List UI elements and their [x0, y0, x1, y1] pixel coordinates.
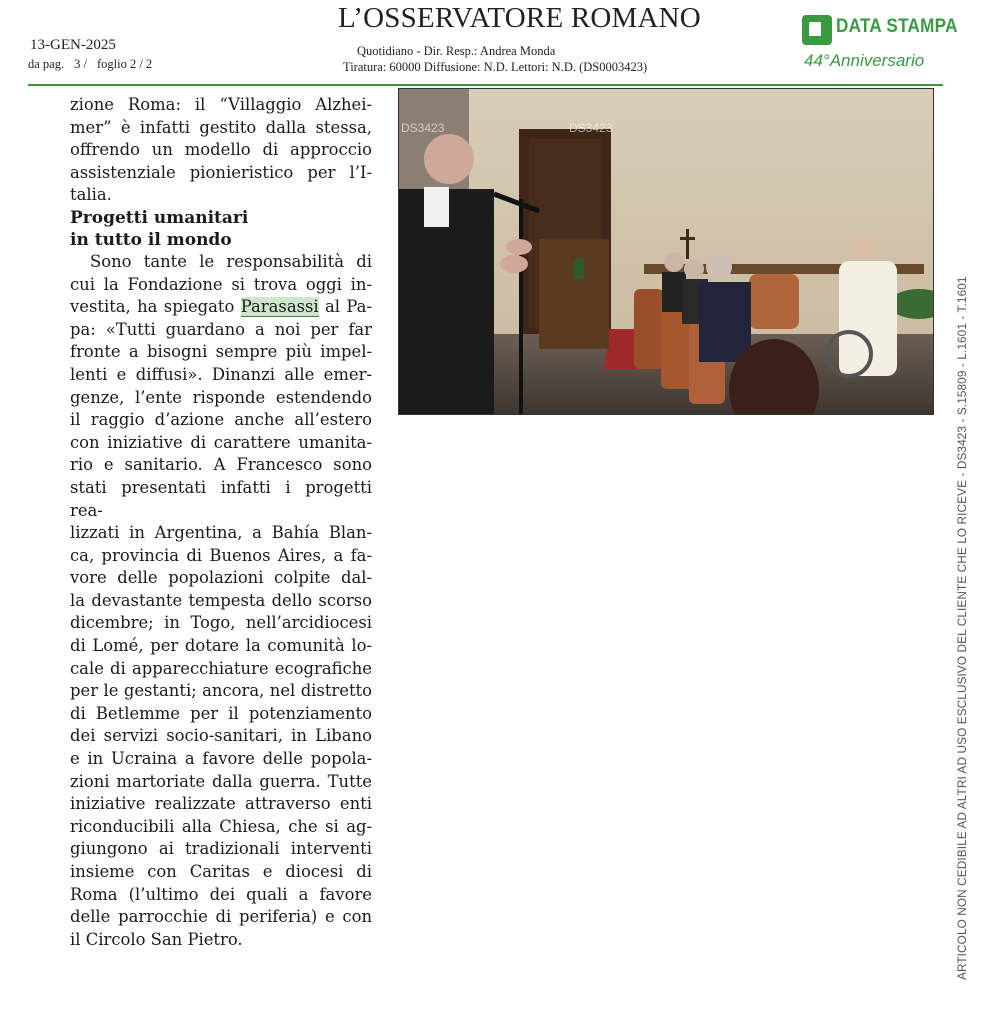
text-line: il raggio d’azione anche all’estero	[70, 410, 372, 430]
sheet-info: foglio 2 / 2	[96, 57, 153, 71]
text-line: la devastante tempesta dello scorso	[70, 590, 372, 610]
text-line: lizzati in Argentina, a Bahía Blan-	[70, 523, 372, 543]
text-line	[70, 296, 372, 319]
section-heading	[70, 207, 372, 251]
text-line: rio e sanitario. A Francesco sono	[70, 455, 372, 475]
text-fragment: al Pa-	[318, 297, 372, 317]
article-column	[70, 94, 372, 951]
copyright-sidebar: ARTICOLO NON CEDIBILE AD ALTRI AD USO ESCLUSIVO DEL CLIENTE CHE LO RICEVE - DS3423 - S.15809 - L.1601 - T.1601	[955, 276, 969, 980]
text-line: talia.	[70, 185, 112, 205]
page-info	[28, 57, 162, 72]
header-divider	[28, 84, 943, 86]
text-line: lenti e diffusi». Dinanzi alle emer-	[70, 364, 372, 384]
watermark-text: DS3423	[401, 121, 445, 135]
watermark-text: DS3423	[569, 121, 613, 135]
text-line: mer” è infatti gestito dalla stessa,	[70, 117, 372, 137]
text-line: dicembre; in Togo, nell’arcidiocesi	[70, 613, 372, 633]
highlighted-name: Parasassi	[240, 297, 319, 317]
text-fragment: vestita, ha spiegato	[70, 297, 241, 317]
text-line: vore delle popolazioni colpite dal-	[70, 568, 372, 588]
article-photo	[398, 88, 934, 415]
text-line: pa: «Tutti guardano a noi per far	[70, 319, 372, 339]
text-line: assistenziale pionieristico per l’I-	[70, 162, 372, 182]
text-line: Sono tante le responsabilità di	[90, 251, 372, 271]
text-line: dei servizi socio-sanitari, in Libano	[70, 726, 372, 746]
text-line: stati presentati infatti i progetti rea-	[70, 477, 372, 520]
data-stampa-logo-icon	[802, 15, 832, 45]
text-line: zione Roma: il “Villaggio Alzhei-	[70, 95, 372, 114]
text-line: il Circolo San Pietro.	[70, 929, 243, 949]
publication-date: 13-GEN-2025	[30, 37, 116, 53]
text-line: cale di apparecchiature ecografiche	[70, 658, 372, 678]
text-line: di Betlemme per il potenziamento	[70, 703, 372, 723]
text-line: fronte a bisogni sempre più impel-	[70, 342, 372, 362]
body-paragraph	[70, 251, 372, 951]
text-line: insieme con Caritas e diocesi di	[70, 862, 372, 881]
text-line: offrendo un modello di approccio	[70, 140, 372, 160]
intro-paragraph	[70, 94, 372, 207]
text-line: cui la Fondazione si trova oggi in-	[70, 274, 372, 294]
text-line: per le gestanti; ancora, nel distretto	[70, 681, 372, 701]
heading-line: Progetti umanitari	[70, 207, 249, 228]
publication-info-line1: Quotidiano - Dir. Resp.: Andrea Monda	[357, 44, 556, 58]
page-label: da pag.	[28, 57, 65, 71]
text-line: di Lomé, per dotare la comunità lo-	[70, 636, 372, 656]
text-line: e in Ucraina a favore delle popola-	[70, 749, 372, 769]
text-line: delle parrocchie di periferia) e con	[70, 907, 372, 927]
publication-info-line2: Tiratura: 60000 Diffusione: N.D. Lettori: N.D. (DS0003423)	[343, 60, 648, 74]
text-line: riconducibili alla Chiesa, che si ag-	[70, 816, 372, 836]
text-line: giungono ai tradizionali interventi	[70, 839, 372, 859]
text-line: Roma (l’ultimo dei quali a favore	[70, 884, 372, 904]
text-line: iniziative realizzate attraverso enti	[70, 794, 372, 814]
page-value: 3 /	[74, 57, 87, 71]
brand-anniversary: 44°Anniversario	[804, 51, 925, 70]
masthead-title: L’OSSERVATORE ROMANO	[338, 2, 701, 34]
photo-illustration	[399, 89, 933, 414]
text-line: con iniziative di carattere umanita-	[70, 432, 372, 452]
text-line: genze, l’ente risponde estendendo	[70, 387, 372, 407]
text-line: ca, provincia di Buenos Aires, a fa-	[70, 545, 372, 565]
heading-line: in tutto il mondo	[70, 229, 232, 250]
text-line: zioni martoriate dalla guerra. Tutte	[70, 771, 372, 791]
brand-name: DATA STAMPA	[836, 16, 958, 37]
